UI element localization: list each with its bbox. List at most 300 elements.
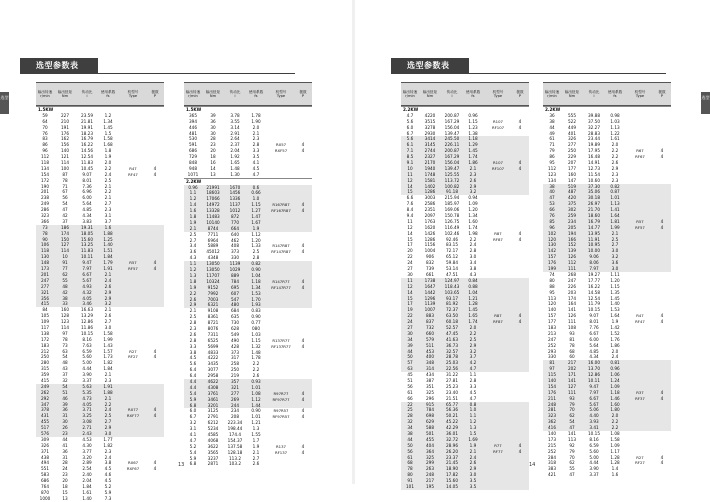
cell-c4: 1.76 xyxy=(610,336,620,342)
cell-c2: 31 xyxy=(62,413,68,419)
cell-c3: 13.95 xyxy=(588,230,600,236)
cell-c6: 4 xyxy=(301,408,305,414)
power-label: 1.5KW xyxy=(186,107,202,112)
cell-c1: 134 xyxy=(41,165,49,171)
header-cell-c5: 机型号 Type xyxy=(634,89,646,98)
cell-c3: 2.04 xyxy=(230,148,240,154)
cell-c4: 1.2 xyxy=(469,419,477,425)
cell-c4: 3.7 xyxy=(469,354,477,360)
cell-c3: 10.45 xyxy=(81,165,93,171)
cell-c3: 72.37 xyxy=(446,307,458,313)
header-cell-c3: 传动比 i xyxy=(446,89,458,98)
cell-c2: 1004 xyxy=(424,248,436,254)
cell-c3: 36.01 xyxy=(446,430,458,436)
cell-c2: 1296 xyxy=(424,295,436,301)
cell-c3: 4.85 xyxy=(589,348,599,354)
cell-c3: 549 xyxy=(231,331,239,337)
cell-c2: 2930 xyxy=(424,130,436,136)
cell-c4: 3.2 xyxy=(104,301,112,307)
cell-c4: 3.7 xyxy=(104,218,112,224)
cell-c1: 347 xyxy=(41,401,49,407)
cell-c4: 2.2 xyxy=(611,425,619,431)
cell-c3: 14.05 xyxy=(446,484,458,489)
cell-c4: 2.4 xyxy=(611,354,619,360)
cell-c1: 61 xyxy=(407,389,413,395)
cell-c2: 14 xyxy=(210,165,216,171)
cell-c2: 156 xyxy=(61,142,69,148)
cell-c4: 1.81 xyxy=(610,218,620,224)
cell-c6: 4 xyxy=(153,171,157,177)
cell-c4: 2.8 xyxy=(469,248,477,254)
cell-c3: 784 xyxy=(231,278,239,284)
cell-c2: 112 xyxy=(568,260,576,266)
cell-c4: 1.15 xyxy=(610,283,620,289)
cell-c3: 27.81 xyxy=(446,377,458,383)
cell-c3: 684 xyxy=(231,308,239,314)
cell-c1: 22 xyxy=(407,313,413,319)
cell-c2: 7992 xyxy=(207,290,219,296)
cell-c4: 2.4 xyxy=(469,454,477,460)
cell-c2: 837 xyxy=(426,319,434,325)
cell-c1: 27 xyxy=(407,266,413,272)
cell-c4: 1.64 xyxy=(610,213,620,219)
cell-c2: 375 xyxy=(568,201,576,207)
cell-c4: 1.65 xyxy=(468,313,478,319)
cell-c4: 2.9 xyxy=(469,342,477,348)
cell-c6: 4 xyxy=(518,118,522,124)
cell-c1: 362 xyxy=(548,419,556,425)
cell-c1: 34 xyxy=(407,336,413,342)
cell-c1: 551 xyxy=(41,466,49,472)
cell-c4: 2.9 xyxy=(469,183,477,189)
cell-c1: 154 xyxy=(41,171,49,177)
cell-c1: 318 xyxy=(548,460,556,466)
cell-c5: R47 xyxy=(636,313,644,319)
cell-c1: 91 xyxy=(407,478,413,484)
cell-c5: R107 xyxy=(493,118,503,124)
cell-c1: 109 xyxy=(41,319,49,325)
cell-c4: 2.9 xyxy=(104,289,112,295)
cell-c2: 195 xyxy=(426,484,434,489)
cell-c2: 194 xyxy=(568,230,576,236)
cell-c1: 140 xyxy=(548,307,556,313)
cell-c3: 6.67 xyxy=(589,330,599,336)
cell-c3: 103.2 xyxy=(229,461,241,467)
cell-c5 xyxy=(266,461,296,467)
cell-c3: 8.16 xyxy=(589,436,599,442)
cell-c4: 1.45 xyxy=(610,295,620,301)
cell-c4: 1.88 xyxy=(103,389,113,395)
cell-c3: 428 xyxy=(231,343,239,349)
cell-c3: 113.72 xyxy=(444,177,460,183)
cell-c3: 65.12 xyxy=(446,254,458,260)
cell-c3: 23.37 xyxy=(446,454,458,460)
cell-c4: 1.99 xyxy=(610,224,620,230)
cell-c4: 1.42 xyxy=(610,324,620,330)
cell-c4: 1.3 xyxy=(469,425,477,431)
cell-c5: RF107 xyxy=(491,124,505,130)
cell-c1: 19 xyxy=(407,307,413,313)
cell-c2: 139 xyxy=(568,248,576,254)
cell-c4: 4.5 xyxy=(252,165,260,171)
cell-c1: 284 xyxy=(548,454,556,460)
cell-c1: 1.1 xyxy=(189,261,197,267)
cell-c1: 80 xyxy=(549,277,555,283)
cell-c2: 67 xyxy=(62,189,68,195)
cell-c3: 19.31 xyxy=(81,224,93,230)
cell-c4: 4.6 xyxy=(104,472,112,478)
cell-c1: 101 xyxy=(406,484,414,489)
cell-c4: 1.24 xyxy=(610,377,620,383)
cell-c1: 97 xyxy=(549,366,555,372)
cell-c3: 41.63 xyxy=(446,336,458,342)
cell-c3: 8.16 xyxy=(82,336,92,342)
cell-c4: 1.08 xyxy=(251,390,261,396)
cell-c2: 51 xyxy=(62,389,68,395)
cell-c4: 7.3 xyxy=(104,495,112,501)
cell-c1: 4.4 xyxy=(189,378,197,384)
cell-c3: 93.17 xyxy=(446,295,458,301)
cell-c3: 5.60 xyxy=(589,448,599,454)
cell-c2: 501 xyxy=(426,430,434,436)
cell-c3: 330 xyxy=(231,255,239,261)
cell-c4: 1.93 xyxy=(251,302,261,308)
cell-c1: 1.3 xyxy=(189,272,197,278)
cell-c1: 9.4 xyxy=(406,213,414,219)
cell-c5: RXF67 xyxy=(126,466,140,472)
cell-c1: 576 xyxy=(41,430,49,436)
cell-c2: 123 xyxy=(61,319,69,325)
cell-c5: RX77 xyxy=(127,407,139,413)
cell-c2: 33 xyxy=(62,301,68,307)
cell-c4: 1.90 xyxy=(251,118,261,124)
cell-c4: 0.66 xyxy=(251,190,261,196)
cell-c2: 2097 xyxy=(424,213,436,219)
cell-c3: 250 xyxy=(231,367,239,373)
cell-c3: 547 xyxy=(231,296,239,302)
cell-c4: 2.9 xyxy=(469,466,477,472)
cell-c2: 4348 xyxy=(207,255,219,261)
cell-c1: 5.6 xyxy=(406,118,414,124)
cell-c3: 16.48 xyxy=(588,154,600,160)
cell-c1: 96 xyxy=(549,224,555,230)
cell-c4: 2.6 xyxy=(104,313,112,319)
cell-c2: 177 xyxy=(568,165,576,171)
cell-c4: 1.52 xyxy=(610,330,620,336)
cell-c1: 95 xyxy=(549,289,555,295)
cell-c2: 1581 xyxy=(424,177,436,183)
cell-c2: 1402 xyxy=(424,183,436,189)
header-cell-c3: 传动比 i xyxy=(81,89,93,98)
cell-c3: 45.22 xyxy=(446,419,458,425)
cell-c1: 330 xyxy=(548,354,556,360)
cell-c2: 9108 xyxy=(207,308,219,314)
cell-c1: 530 xyxy=(189,136,197,142)
cell-c2: 13 xyxy=(62,495,68,501)
cell-c1: 30 xyxy=(407,271,413,277)
cell-c1: 315 xyxy=(41,366,49,372)
cell-c5: R97R77 xyxy=(273,390,289,396)
cell-c1: 14 xyxy=(407,183,413,189)
cell-c2: 13050 xyxy=(206,261,220,267)
cell-c3: 3.71 xyxy=(82,407,92,413)
cell-c3: 167.29 xyxy=(444,154,460,160)
cell-c1: 2.5 xyxy=(189,231,197,237)
cell-c4: 2.4 xyxy=(104,171,112,177)
cell-c5: R147R87 xyxy=(272,243,290,249)
cell-c1: 157 xyxy=(548,254,556,260)
cell-c2: 3237 xyxy=(207,455,219,461)
header-cell-c1: 输出转速 r/min xyxy=(544,89,560,98)
cell-c4: 1.09 xyxy=(610,442,620,448)
cell-c2: 1763 xyxy=(424,218,436,224)
cell-c1: 80 xyxy=(407,472,413,478)
cell-c3: 1670 xyxy=(229,184,241,190)
cell-c4: 2.0 xyxy=(252,124,260,130)
cell-c2: 210 xyxy=(61,118,69,124)
cell-c2: 36 xyxy=(62,407,68,413)
cell-c3: 872 xyxy=(231,214,239,220)
cell-c3: 4.44 xyxy=(82,366,92,372)
cell-c3: 100.82 xyxy=(444,183,460,189)
cell-c3: 156.04 xyxy=(444,124,460,130)
cell-c2: 8076 xyxy=(207,325,219,331)
page-number: 14 xyxy=(529,462,536,468)
cell-c2: 70 xyxy=(569,454,575,460)
cell-c1: 378 xyxy=(41,407,49,413)
cell-c4: 1.7 xyxy=(252,437,260,443)
cell-c4: 2.1 xyxy=(104,195,112,201)
cell-c4: 1.28 xyxy=(468,301,478,307)
cell-c3: 5.60 xyxy=(82,354,92,360)
cell-c2: 364 xyxy=(426,448,434,454)
cell-c1: 176 xyxy=(548,389,556,395)
cell-c2: 44 xyxy=(62,436,68,442)
cell-c4: 0.81 xyxy=(610,360,620,366)
cell-c3: 102.46 xyxy=(444,230,460,236)
cell-c1: 323 xyxy=(548,413,556,419)
cell-c4: 2.1 xyxy=(252,130,260,136)
cell-c4: 1.9 xyxy=(611,319,619,325)
cell-c4: 2.4 xyxy=(469,242,477,248)
cell-c3: 200.87 xyxy=(444,112,460,118)
cell-c5: RF87 xyxy=(493,236,503,242)
cell-c1: 83 xyxy=(42,136,48,142)
page-title: 选型参数表 xyxy=(391,58,469,74)
cell-c4: 2.9 xyxy=(611,165,619,171)
cell-c2: 30 xyxy=(210,124,216,130)
cell-c2: 56 xyxy=(62,195,68,201)
cell-c4: 3.2 xyxy=(469,189,477,195)
cell-c6: 4 xyxy=(660,224,664,230)
cell-c1: 415 xyxy=(41,301,49,307)
side-tab: 选型 xyxy=(0,92,9,114)
cell-c1: 277 xyxy=(41,283,49,289)
cell-c6: 4 xyxy=(153,348,157,354)
cell-c4: 1.45 xyxy=(468,307,478,313)
cell-c3: 28.78 xyxy=(446,354,458,360)
cell-c5: R97R57 xyxy=(273,408,289,414)
cell-c3: 65.77 xyxy=(446,401,458,407)
cell-c2: 28 xyxy=(210,136,216,142)
cell-c3: 12.54 xyxy=(81,154,93,160)
cell-c3: 9.06 xyxy=(589,254,599,260)
cell-c2: 111 xyxy=(568,266,576,272)
cell-c3: 6.00 xyxy=(82,195,92,201)
cell-c4: 2.3 xyxy=(611,177,619,183)
cell-c5: RXF77 xyxy=(126,413,140,419)
cell-c2: 227 xyxy=(61,112,69,118)
cell-c3: 14.58 xyxy=(588,289,600,295)
cell-c3: 1.65 xyxy=(230,160,240,166)
cell-c6: 4 xyxy=(301,202,305,208)
cell-c2: 302 xyxy=(568,207,576,213)
cell-c2: 1286 xyxy=(424,189,436,195)
cell-c3: 5.64 xyxy=(589,342,599,348)
cell-c4: 1.70 xyxy=(251,296,261,302)
cell-c4: 2.2 xyxy=(104,189,112,195)
cell-c1: 729 xyxy=(189,154,197,160)
cell-c6: 4 xyxy=(660,389,664,395)
cell-c1: 583 xyxy=(41,472,49,478)
cell-c1: 247 xyxy=(548,336,556,342)
cell-c1: 56 xyxy=(407,383,413,389)
cell-c2: 42 xyxy=(62,289,68,295)
cell-c3: 53.14 xyxy=(446,266,458,272)
cell-c2: 23 xyxy=(62,430,68,436)
cell-c4: 2.1 xyxy=(104,183,112,189)
cell-c6: 4 xyxy=(660,218,664,224)
cell-c2: 555 xyxy=(568,112,576,118)
cell-c2: 55 xyxy=(569,466,575,472)
cell-c1: 323 xyxy=(41,213,49,219)
cell-c4: 0.93 xyxy=(251,378,261,384)
cell-c4: 4.1 xyxy=(252,160,260,166)
cell-c3: 5.64 xyxy=(82,201,92,207)
cell-c1: 142 xyxy=(548,248,556,254)
cell-c2: 268 xyxy=(568,271,576,277)
cell-c1: 73 xyxy=(42,224,48,230)
cell-c2: 883 xyxy=(426,313,434,319)
cell-c6: 4 xyxy=(518,236,522,242)
cell-c2: 629 xyxy=(426,419,434,425)
cell-c3: 11.54 xyxy=(588,171,600,177)
cell-c2: 7311 xyxy=(207,331,219,337)
cell-c1: 1000 xyxy=(39,495,51,501)
cell-c3: 4.05 xyxy=(82,401,92,407)
cell-c1: 78 xyxy=(42,230,48,236)
cell-c1: 190 xyxy=(41,183,49,189)
cell-c2: 2791 xyxy=(207,414,219,420)
cell-c1: 6.8 xyxy=(189,402,197,408)
cell-c3: 5.35 xyxy=(82,389,92,395)
cell-c2: 77 xyxy=(62,266,68,272)
cell-c6: 4 xyxy=(153,413,157,419)
cell-c2: 739 xyxy=(426,266,434,272)
cell-c4: 1.6 xyxy=(104,224,112,230)
cell-c1: 280 xyxy=(41,360,49,366)
cell-c1: 148 xyxy=(41,260,49,266)
cell-c3: 19.27 xyxy=(588,271,600,277)
cell-c1: 30 xyxy=(407,330,413,336)
cell-c1: 201 xyxy=(41,189,49,195)
cell-c1: 2.1 xyxy=(189,225,197,231)
cell-c3: 2.91 xyxy=(230,130,240,136)
cell-c1: 8.4 xyxy=(406,207,414,213)
power-label: 2.2KW xyxy=(186,178,202,184)
cell-c4: 1.11 xyxy=(610,271,620,277)
cell-c4: 2.7 xyxy=(611,242,619,248)
cell-c1: 3.3 xyxy=(189,343,197,349)
cell-c2: 2327 xyxy=(424,154,436,160)
cell-c6: 4 xyxy=(518,313,522,319)
cell-c1: 86 xyxy=(549,154,555,160)
cell-c4: 2.0 xyxy=(611,348,619,354)
cell-c4: 2.2 xyxy=(611,419,619,425)
cell-c2: 162 xyxy=(61,136,69,142)
cell-c1: 2.1 xyxy=(189,308,197,314)
cell-c2: 79 xyxy=(569,448,575,454)
header-cell-c6: 极数 P xyxy=(516,89,524,98)
cell-c1: 36 xyxy=(549,112,555,118)
cell-c5: R57 xyxy=(636,218,644,224)
cell-c1: 1.6 xyxy=(189,208,197,214)
cell-c6: 4 xyxy=(660,395,664,401)
cell-c5: RF47 xyxy=(635,319,645,325)
cell-c3: 4.85 xyxy=(82,207,92,213)
cell-c4: 0.82 xyxy=(610,183,620,189)
cell-c2: 205 xyxy=(568,224,576,230)
cell-c4: 2.3 xyxy=(104,448,112,454)
cell-c1: 421 xyxy=(548,472,556,478)
cell-c4: 1.0 xyxy=(469,407,477,413)
cell-c3: 15.60 xyxy=(81,236,93,242)
cell-c2: 24 xyxy=(62,466,68,472)
cell-c6: 4 xyxy=(301,337,305,343)
cell-c2: 39 xyxy=(210,112,216,118)
cell-c4: 4.7 xyxy=(252,171,260,177)
cell-c1: 112 xyxy=(548,165,556,171)
cell-c3: 32.72 xyxy=(446,436,458,442)
cell-c2: 70 xyxy=(569,407,575,413)
cell-c4: 2.0 xyxy=(104,160,112,166)
cell-c2: 141 xyxy=(568,377,576,383)
cell-c1: 24 xyxy=(407,260,413,266)
cell-c2: 186 xyxy=(61,224,69,230)
cell-c3: 7.97 xyxy=(589,266,599,272)
cell-c3: 7.97 xyxy=(589,389,599,395)
cell-c2: 20 xyxy=(62,478,68,484)
cell-c4: 2.6 xyxy=(469,460,477,466)
cell-c5: R137R77 xyxy=(272,337,290,343)
cell-c1: 61 xyxy=(549,136,555,142)
cell-c2: 3761 xyxy=(207,390,219,396)
cell-c3: 18.23 xyxy=(81,130,93,136)
cell-c4: 1.88 xyxy=(103,230,113,236)
cell-c2: 325 xyxy=(426,454,434,460)
cell-c4: 1.01 xyxy=(610,195,620,201)
cell-c2: 2744 xyxy=(424,148,436,154)
cell-c1: 3.1 xyxy=(189,426,197,432)
cell-c3: 18.90 xyxy=(446,466,458,472)
cell-c2: 259 xyxy=(568,213,576,219)
cell-c1: 76 xyxy=(549,213,555,219)
cell-c3: 10.11 xyxy=(588,377,600,383)
cell-c1: 383 xyxy=(548,466,556,472)
cell-c4: 3.5 xyxy=(469,484,477,489)
cell-c2: 217 xyxy=(426,478,434,484)
cell-c4: 1.33 xyxy=(251,243,261,249)
